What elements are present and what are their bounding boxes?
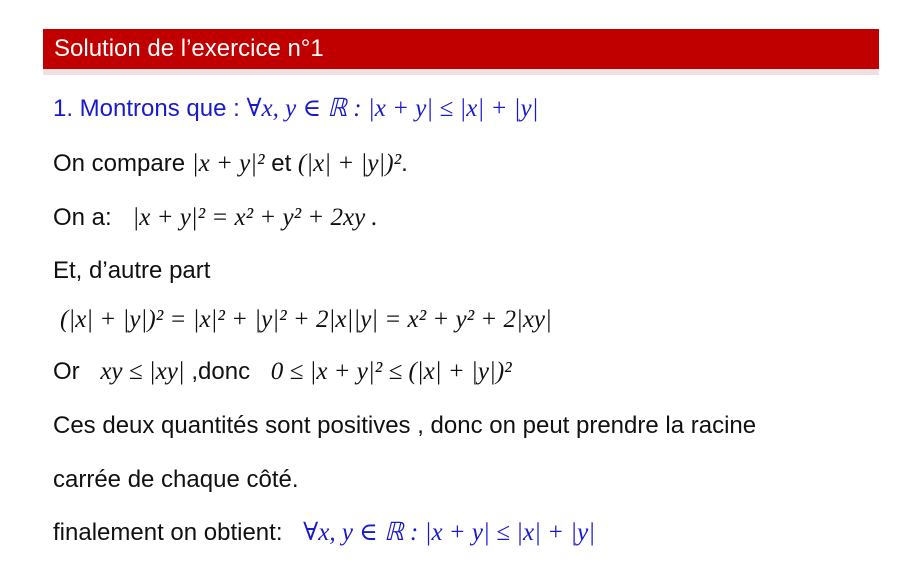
or-label: Or <box>53 358 87 385</box>
compare-line <box>53 149 408 179</box>
section-title: Solution de l’exercice n°1 <box>54 35 324 62</box>
compare-and: et <box>264 150 298 177</box>
step-1-heading <box>53 94 538 124</box>
compare-formula-1: |x + y|² <box>191 150 265 177</box>
conclusion-label: finalement on obtient: <box>53 519 290 546</box>
expansion-line <box>60 305 552 335</box>
other-hand-line <box>53 256 210 286</box>
step-1-formula: ∀x, y ∈ ℝ : |x + y| ≤ |x| + |y| <box>246 95 539 122</box>
compare-label: On compare <box>53 150 192 177</box>
on-a-formula: |x + y|² = x² + y² + 2xy . <box>132 204 378 231</box>
on-a-line <box>53 203 378 233</box>
other-hand-label: Et, d’autre part <box>53 257 211 284</box>
compare-formula-2: (|x| + |y|)² <box>297 150 402 177</box>
section-header <box>43 29 879 69</box>
step-1-label: 1. Montrons que : <box>53 95 247 122</box>
compare-period: . <box>401 150 408 177</box>
positive-text: Ces deux quantités sont positives , donc on peut prendre la racine <box>53 412 757 439</box>
conclusion-line <box>53 518 595 548</box>
donc-label: ,donc <box>184 358 257 385</box>
on-a-label: On a: <box>53 204 119 231</box>
donc-formula: 0 ≤ |x + y|² ≤ (|x| + |y|)² <box>270 358 512 385</box>
conclusion-formula: ∀x, y ∈ ℝ : |x + y| ≤ |x| + |y| <box>303 519 596 546</box>
or-formula: xy ≤ |xy| <box>100 358 185 385</box>
square-root-line <box>53 465 299 495</box>
positive-line <box>53 411 756 441</box>
or-donc-line <box>53 357 512 387</box>
square-root-text: carrée de chaque côté. <box>53 466 299 493</box>
expansion-formula: (|x| + |y|)² = |x|² + |y|² + 2|x||y| = x² + y² + 2|xy| <box>60 306 552 333</box>
